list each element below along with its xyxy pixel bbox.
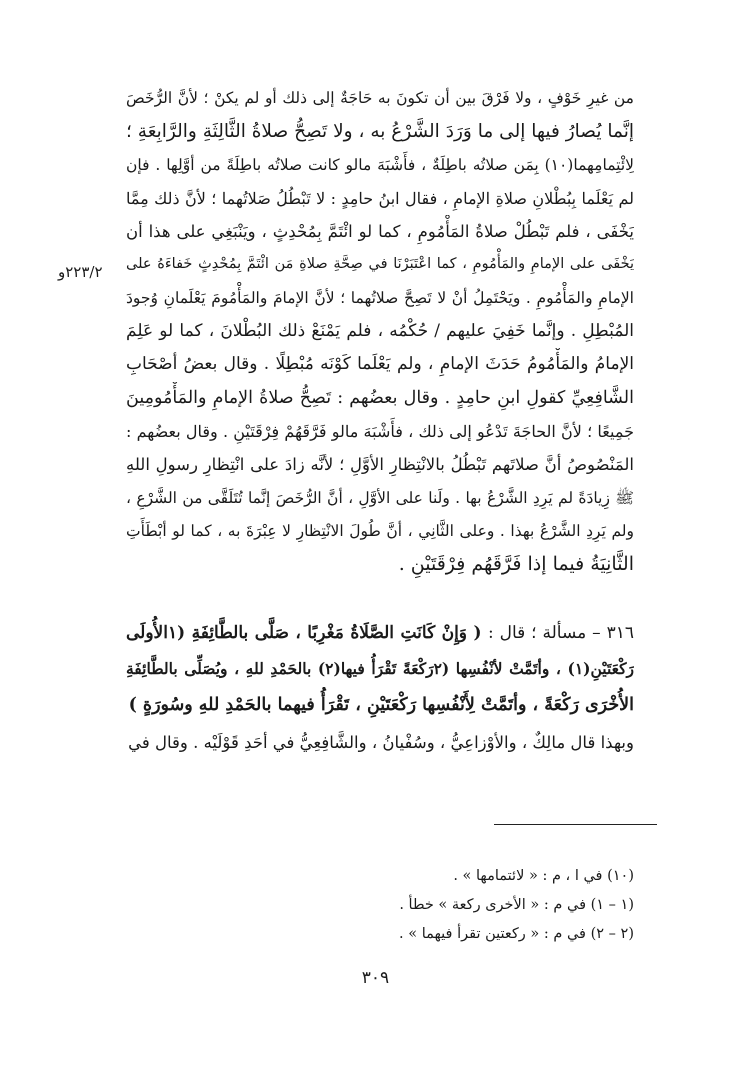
issue-line: رَكْعَتَيْنِ(١) ، وأتَمَّتْ لأنْفُسِها (٢رَكْعَةً تَقْرَأُ فيها(٢) بالحَمْدِ للهِ ، ويُصَلِّى بالطَّائِفَةِ	[126, 659, 634, 678]
issue-line: الأُخْرَى رَكْعَةً ، وأتَمَّتْ لِأَنْفُسِها رَكْعَتَيْنِ ، تَقْرَأُ فيهما بالحَمْدِ للهِ وسُورَةٍ )	[128, 695, 634, 715]
text-line: ﷺ زِيادَةً لم يَرِدِ الشَّرْعُ بها . ولَنا على الأوَّلِ ، أنَّ الرُّخَصَ إنَّما تُتَلَقَّى من الشَّرْعِ ،	[126, 488, 634, 507]
text-line: الإمامُ والمَأْمُومُ حَدَثَ الإمامِ ، ولم يَعْلَما كَوْنَه مُبْطِلًا . وقال بعضُ أصْحَابِ	[126, 354, 634, 375]
text-line: جَمِيعًا ؛ لأنَّ الحاجَةَ تَدْعُو إلى ذلك ، فأَشْبَهَ مالو فَرَّقَهُمْ فِرْقَتَيْنِ . وقال بعضُهم :	[126, 421, 634, 441]
text-line: الإمامِ والمَأْمُومِ . ويَحْتَمِلُ أنْ لا تَصِحَّ صلاتُهما ؛ لأنَّ الإمامَ والمَأْمُومَ يَعْلَمانِ وُجودَ	[126, 288, 634, 307]
main-text-block	[126, 82, 634, 581]
text-line: ولم يَرِدِ الشَّرْعُ بهذا . وعلى الثَّانِي ، أنَّ طُولَ الانْتِظارِ لا عِبْرَةَ به ، كما لو أبْطَأَتِ	[126, 521, 634, 540]
text-line: لم يَعْلَما بِبُطْلانِ صلاةِ الإمامِ ، فقال ابنُ حامِدٍ : لا تَبْطُلُ صَلاتُهما ؛ لأنَّ ذلك مِمَّا	[126, 188, 634, 208]
page-number: ٣٠٩	[361, 968, 390, 988]
footnote: (١٠) في ا ، م : « لائتمامها » .	[453, 868, 634, 884]
issue-lead: ٣١٦ – مسألة ؛ قال :	[487, 623, 634, 643]
footnotes	[126, 862, 634, 949]
text-line: الثَّانِيَةُ فيما إذا فَرَّقَهُم فِرْقَتَيْنِ .	[398, 553, 634, 576]
issue-heading-block	[126, 615, 634, 723]
text-line: لِائْتِمامِهما(١٠) بِمَن صلاتُه باطِلَةٌ ، فأَشْبَهَ مالو كانت صلاتُه باطِلَةً من أوَّلِها . فإن	[126, 155, 634, 174]
text-line: يَخْفَى على الإمامِ والمَأْمُومِ ، كما اعْتَبَرْنَا في صِحَّةِ صلاةِ مَن ائْتَمَّ بِمُحْدِثٍ خَفاءَهُ على	[126, 256, 634, 273]
footnote: (٢ – ٢) في م : « ركعتين تقرأ فيهما » .	[399, 926, 634, 942]
issue-line	[126, 615, 634, 651]
text-line: إنَّما يُصارُ فيها إلى ما وَرَدَ الشَّرْعُ به ، ولا تَصِحُّ صلاةُ الثَّالِثَةِ والرَّابِعَةِ ؛	[126, 121, 634, 143]
footnote-separator	[494, 824, 657, 825]
commentary-block	[126, 726, 634, 759]
issue-text: ( وَإِنْ كَانَتِ الصَّلَاةُ مَغْرِبًا ، صَلَّى بالطَّائِفَةِ (١الأُولَى	[126, 623, 482, 643]
text-line: وبهذا قال مالِكٌ ، والأوْزاعِيُّ ، وسُفْيانُ ، والشَّافِعِيُّ في أحَدِ قَوْلَيْه . وقال في	[128, 733, 634, 752]
text-line: يَخْفَى ، فلم تَبْطُلْ صلاةُ المَأْمُومِ ، كما لو ائْتَمَّ بِمُحْدِثٍ ، ويَنْبَغِي على هذا أن	[126, 222, 634, 242]
text-line: من غيرِ خَوْفٍ ، ولا فَرْقَ بين أن تكونَ به حَاجَةٌ إلى ذلك أو لم يكنْ ؛ لأنَّ الرُّخَصَ	[126, 89, 634, 107]
margin-folio-note: ٢٢٣/٢و	[58, 263, 103, 281]
footnote: (١ – ١) في م : « الأخرى ركعة » خطأ .	[399, 897, 634, 913]
text-line: المُبْطِلِ . وإنَّما خَفِيَ عليهم / حُكْمُه ، فلم يَمْنَعْ ذلك البُطْلانَ ، كما لو عَلِمَ	[126, 321, 634, 342]
text-line: الشَّافِعِيِّ كقولِ ابنِ حامِدٍ . وقال بعضُهم : تَصِحُّ صلاةُ الإمامِ والمَأْمُومِينَ	[126, 387, 634, 408]
text-line: المَنْصُوصُ أنَّ صلاتَهم تَبْطُلُ بالانْتِظارِ الأوَّلِ ؛ لأنَّه زادَ على انْتِظارِ رسولِ اللهِ	[126, 455, 634, 475]
